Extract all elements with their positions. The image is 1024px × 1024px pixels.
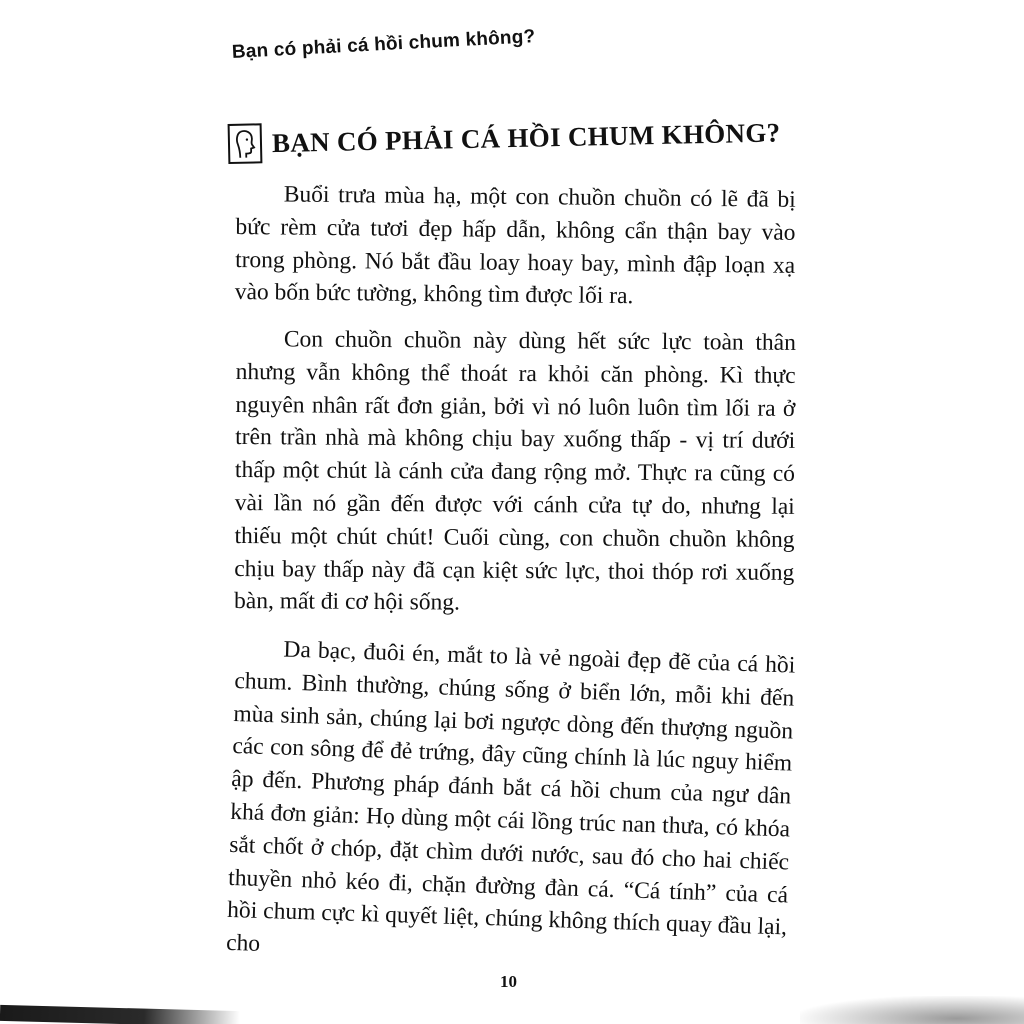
head-silhouette-icon (228, 123, 263, 164)
chapter-title: BẠN CÓ PHẢI CÁ HỒI CHUM KHÔNG? (271, 116, 781, 158)
paragraph: Da bạc, đuôi én, mắt to là vẻ ngoài đẹp đẽ của cá hồi chum. Bình thường, chúng sống ở biển lớn, mỗi khi đến mùa sinh sản, chúng lại bơi ngược dòng đến thượng nguồn các con sông để đẻ trứng, đây cũng chính là lúc nguy hiểm ập đến. Phương pháp đánh bắt cá hồi chum của ngư dân khá đơn giản: Họ dùng một cái lồng trúc nan thưa, có khóa sắt chốt ở chóp, đặt chìm dưới nước, sau đó cho hai chiếc thuyền nhỏ kéo đi, chặn đường đàn cá. “Cá tính” của cá hồi chum cực kì quyết liệt, chúng không thích quay đầu lại, cho (225, 636, 796, 958)
scan-edge-shadow (800, 996, 1024, 1024)
body-text (225, 178, 796, 974)
page-number: 10 (500, 972, 517, 991)
scan-edge-shadow (0, 1005, 240, 1024)
running-head: Bạn có phải cá hồi chum không? (231, 26, 536, 63)
paragraph: Buổi trưa mùa hạ, một con chuồn chuồn có lẽ đã bị bức rèm cửa tươi đẹp hấp dẫn, không cẩn thận bay vào trong phòng. Nó bắt đầu loay hoay bay, mình đập loạn xạ vào bốn bức tường, không tìm được lối ra. (234, 181, 796, 310)
chapter-heading (228, 112, 781, 164)
paragraph: Con chuồn chuồn này dùng hết sức lực toàn thân nhưng vẫn không thể thoát ra khỏi căn phòng. Kì thực nguyên nhân rất đơn giản, bởi vì nó luôn luôn tìm lối ra ở trên trần nhà mà không chịu bay xuống thấp - vị trí dưới thấp một chút là cánh cửa đang rộng mở. Thực ra cũng có vài lần nó gần đến được với cánh cửa tự do, nhưng lại thiếu một chút chút! Cuối cùng, con chuồn chuồn không chịu bay thấp này đã cạn kiệt sức lực, thoi thóp rơi xuống bàn, mất đi cơ hội sống. (233, 326, 796, 617)
